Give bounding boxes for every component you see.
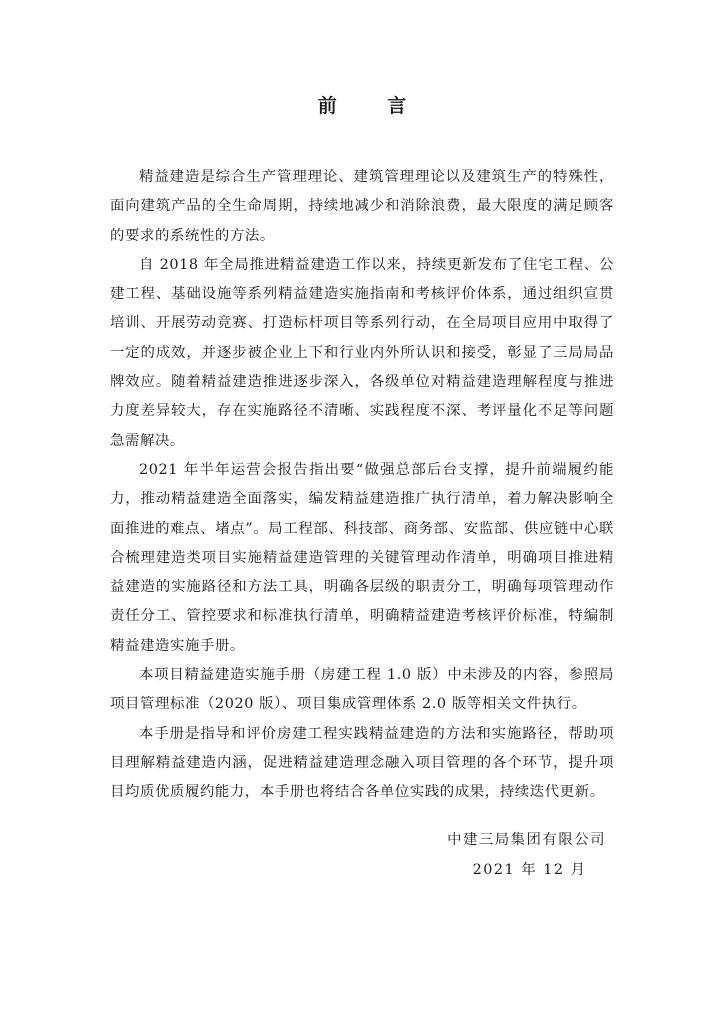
paragraph-5: 本手册是指导和评价房建工程实践精益建造的方法和实施路径，帮助项目理解精益建造内涵，促进精益建造理念融入项目管理的各个环节，提升项目均质优质履约能力，本手册也将结合各单位实践的成果，持续迭代更新。 xyxy=(110,725,614,801)
paragraph-3: 2021 年半年运营会报告指出要“做强总部后台支撑，提升前端履约能力，推动精益建造全面落实，编发精益建造推广执行清单，着力解决影响全面推进的难点、堵点”。局工程部、科技部、商务部、安监部、供应链中心联合梳理建造类项目实施精益建造管理的关键管理动作清单，明确项目推进精益建造的实施路径和方法工具，明确各层级的职责分工，明确每项管理动作责任分工、管控要求和标准执行清单，明确精益建造考核评价标准，特编制精益建造实施手册。 xyxy=(110,461,614,654)
signature-organization: 中建三局集团有限公司 xyxy=(447,832,606,848)
paragraph-4: 本项目精益建造实施手册（房建工程 1.0 版）中未涉及的内容，参照局项目管理标准（2020 版）、项目集成管理体系 2.0 版等相关文件执行。 xyxy=(110,667,614,713)
paragraph-1: 精益建造是综合生产管理理论、建筑管理理论以及建筑生产的特殊性，面向建筑产品的全生命周期，持续地减少和消除浪费，最大限度的满足顾客的要求的系统性的方法。 xyxy=(110,169,614,244)
body-text xyxy=(110,163,614,808)
page-title: 前 言 xyxy=(317,95,429,117)
signature-date: 2021 年 12 月 xyxy=(472,861,587,878)
signature-block xyxy=(447,826,606,885)
paragraph-2: 自 2018 年全局推进精益建造工作以来，持续更新发布了住宅工程、公建工程、基础设施等系列精益建造实施指南和考核评价体系，通过组织宣贯培训、开展劳动竞赛、打造标杆项目等系列行动，在全局项目应用中取得了一定的成效，并逐步被企业上下和行业内外所认识和接受，彰显了三局局品牌效应。随着精益建造推进逐步深入，各级单位对精益建造理解程度与推进力度差异较大，存在实施路径不清晰、实践程度不深、考评量化不足等问题急需解决。 xyxy=(110,256,614,449)
